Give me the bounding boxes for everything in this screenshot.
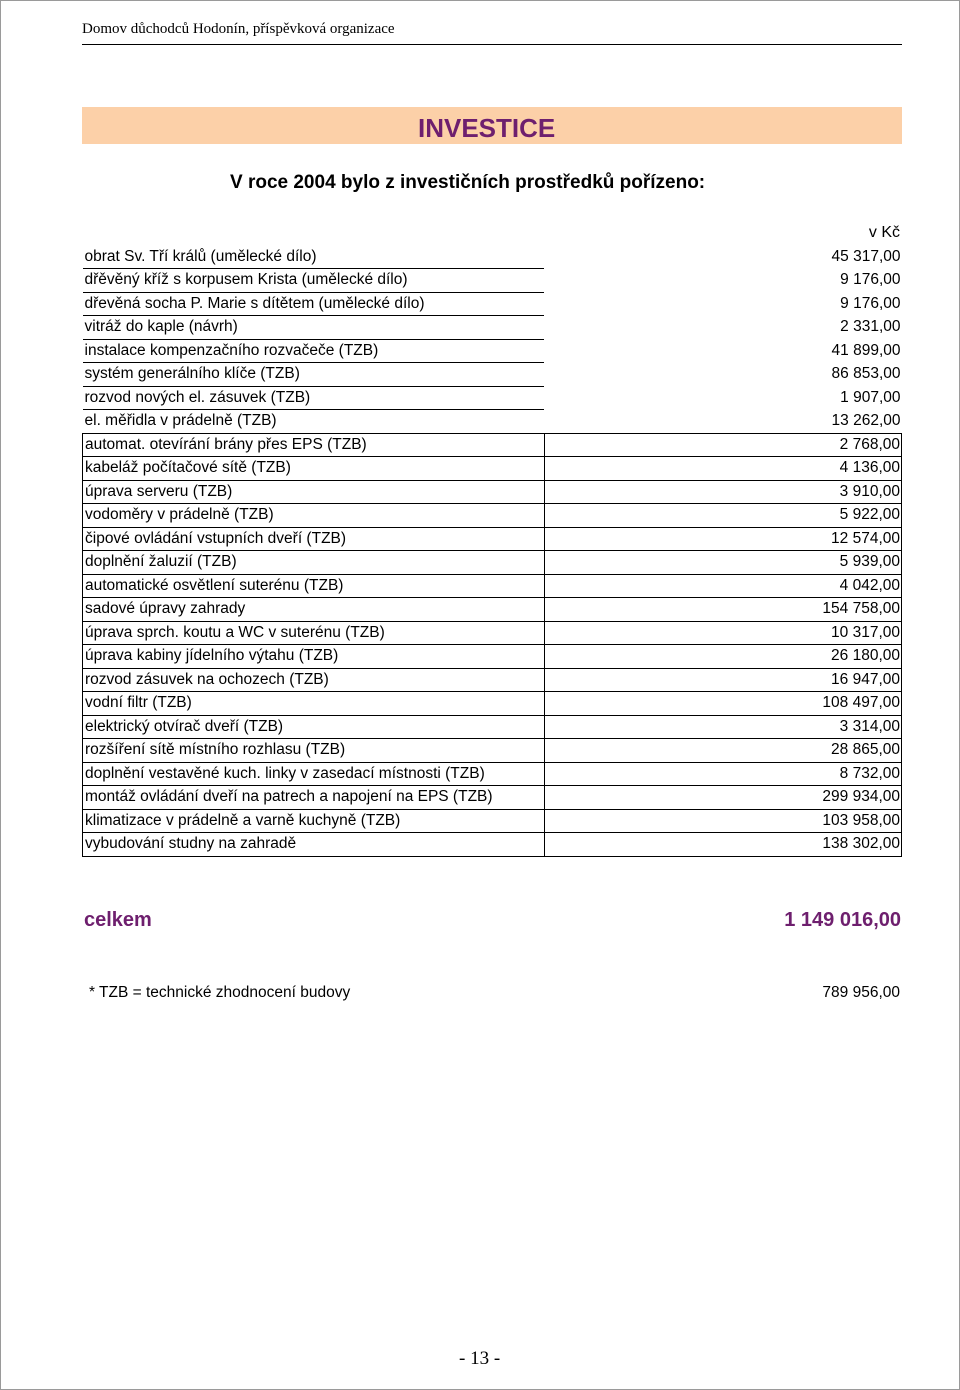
item-amount: 103 958,00 (544, 809, 901, 833)
item-description: vybudování studny na zahradě (83, 833, 545, 857)
item-description: vodoměry v prádelně (TZB) (83, 504, 545, 528)
item-description: úprava sprch. koutu a WC v suterénu (TZB) (83, 621, 545, 645)
page-title: INVESTICE (418, 113, 556, 143)
investment-table (82, 245, 902, 857)
table-row (83, 551, 902, 575)
currency-label: v Kč (868, 224, 900, 241)
item-description: sadové úpravy zahrady (83, 598, 545, 622)
item-amount: 3 314,00 (544, 715, 901, 739)
table-row (83, 386, 902, 410)
item-description: automatické osvětlení suterénu (TZB) (83, 574, 545, 598)
item-description: rozšíření sítě místního rozhlasu (TZB) (83, 739, 545, 763)
item-amount: 2 768,00 (544, 433, 901, 457)
table-row (83, 668, 902, 692)
table-row (83, 574, 902, 598)
table-row (83, 598, 902, 622)
table-row (83, 715, 902, 739)
item-description: el. měřidla v prádelně (TZB) (83, 410, 545, 434)
item-amount: 4 136,00 (544, 457, 901, 481)
table-row (83, 739, 902, 763)
item-amount: 45 317,00 (831, 247, 901, 265)
item-description: dřěvěný kříž s korpusem Krista (umělecké dílo) (83, 269, 545, 293)
item-amount: 108 497,00 (544, 692, 901, 716)
item-description: obrat Sv. Tří králů (umělecké dílo) (83, 245, 545, 269)
table-row (83, 645, 902, 669)
table-row (83, 292, 902, 316)
item-amount: 8 732,00 (544, 762, 901, 786)
item-description: automat. otevírání brány přes EPS (TZB) (83, 433, 545, 457)
item-amount: 86 853,00 (831, 365, 901, 383)
section-subtitle: V roce 2004 bylo z investičních prostředků pořízeno: (230, 172, 706, 193)
item-amount: 9 176,00 (840, 294, 901, 312)
table-row (83, 621, 902, 645)
total-value: 1 149 016,00 (784, 909, 901, 931)
item-description: vodní filtr (TZB) (83, 692, 545, 716)
table-row (83, 762, 902, 786)
table-row (83, 527, 902, 551)
table-row (83, 433, 902, 457)
footnote-value: 789 956,00 (822, 984, 900, 1001)
item-description: čipové ovládání vstupních dveří (TZB) (83, 527, 545, 551)
item-amount: 138 302,00 (544, 833, 901, 857)
table-row (83, 833, 902, 857)
item-description: kabeláž počítačové sítě (TZB) (83, 457, 545, 481)
header-rule (82, 44, 902, 45)
investment-table-body (83, 245, 902, 856)
table-row (83, 316, 902, 340)
item-amount: 1 907,00 (840, 388, 901, 406)
table-row (83, 504, 902, 528)
table-row (83, 457, 902, 481)
item-amount: 41 899,00 (831, 341, 901, 359)
item-amount: 5 922,00 (544, 504, 901, 528)
item-amount: 9 176,00 (840, 271, 901, 289)
item-description: elektrický otvírač dveří (TZB) (83, 715, 545, 739)
table-row (83, 809, 902, 833)
item-description: úprava serveru (TZB) (83, 480, 545, 504)
table-row (83, 692, 902, 716)
running-header: Domov důchodců Hodonín, příspěvková organizace (82, 21, 395, 37)
table-row (83, 269, 902, 293)
item-amount: 154 758,00 (544, 598, 901, 622)
item-description: úprava kabiny jídelního výtahu (TZB) (83, 645, 545, 669)
item-amount: 299 934,00 (544, 786, 901, 810)
item-amount: 12 574,00 (544, 527, 901, 551)
item-description: dřevěná socha P. Marie s dítětem (umělecké dílo) (83, 292, 545, 316)
table-row (83, 363, 902, 387)
total-label: celkem (84, 909, 152, 931)
item-description: systém generálního klíče (TZB) (83, 363, 545, 387)
item-amount: 13 262,00 (831, 412, 901, 429)
item-amount: 26 180,00 (544, 645, 901, 669)
table-row (83, 786, 902, 810)
page-number: - 13 - (459, 1348, 501, 1369)
item-description: vitráž do kaple (návrh) (83, 316, 545, 340)
item-description: doplnění žaluzií (TZB) (83, 551, 545, 575)
item-amount: 28 865,00 (544, 739, 901, 763)
item-amount: 5 939,00 (544, 551, 901, 575)
item-description: doplnění vestavěné kuch. linky v zasedací místnosti (TZB) (83, 762, 545, 786)
item-description: montáž ovládání dveří na patrech a napojení na EPS (TZB) (83, 786, 545, 810)
item-amount: 2 331,00 (840, 318, 901, 336)
table-row (83, 245, 902, 269)
item-amount: 10 317,00 (544, 621, 901, 645)
item-description: rozvod zásuvek na ochozech (TZB) (83, 668, 545, 692)
item-description: instalace kompenzačního rozvačeče (TZB) (83, 339, 545, 363)
table-row (83, 480, 902, 504)
footnote-text: * TZB = technické zhodnocení budovy (89, 984, 351, 1001)
item-amount: 3 910,00 (544, 480, 901, 504)
table-row (83, 410, 902, 434)
item-amount: 16 947,00 (544, 668, 901, 692)
item-description: klimatizace v prádelně a varně kuchyně (TZB) (83, 809, 545, 833)
item-description: rozvod nových el. zásuvek (TZB) (83, 386, 545, 410)
item-amount: 4 042,00 (544, 574, 901, 598)
table-row (83, 339, 902, 363)
